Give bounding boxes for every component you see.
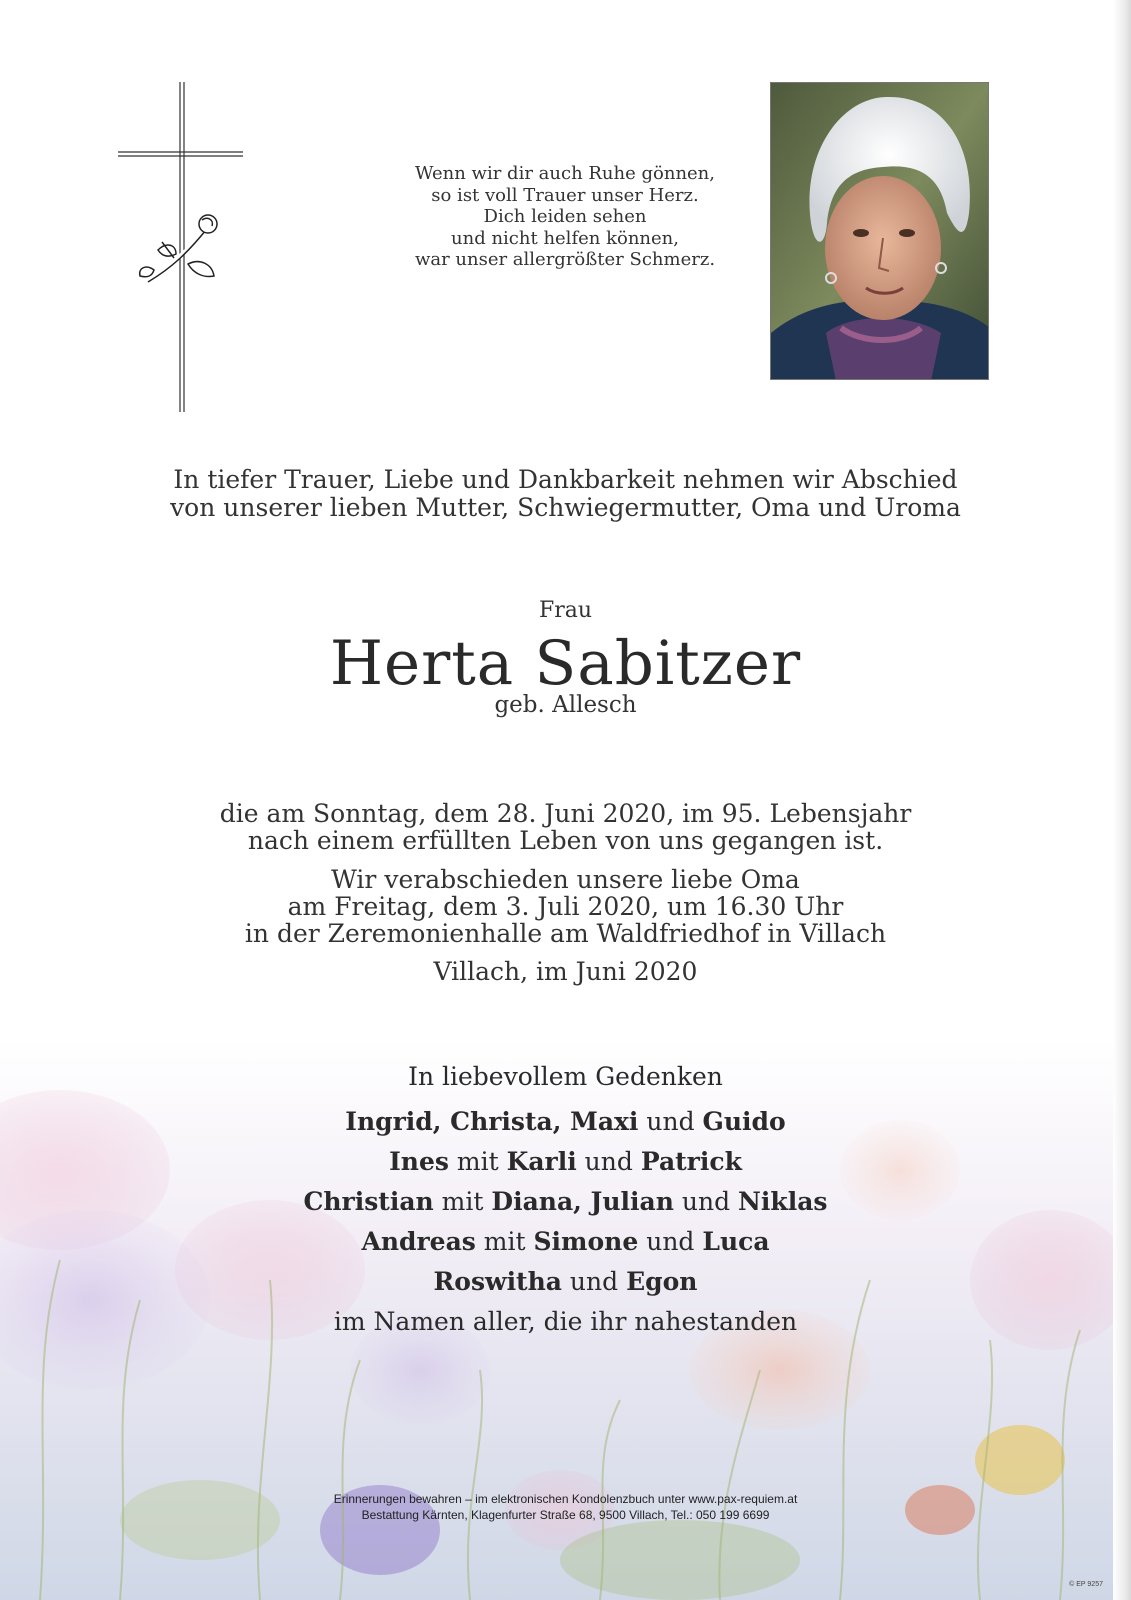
mourner-names: Egon: [626, 1267, 698, 1296]
funeral-details: [0, 866, 1131, 947]
mourner-row: [0, 1142, 1131, 1182]
intro-text: [0, 466, 1131, 522]
mourner-names: Patrick: [640, 1147, 742, 1176]
verse-line: Dich leiden sehen: [483, 206, 647, 227]
mourner-row: [0, 1102, 1131, 1142]
mourner-connector: und: [561, 1267, 627, 1296]
deceased-name: Herta Sabitzer: [329, 628, 802, 699]
mourners-opening: In liebevollem Gedenken: [408, 1062, 723, 1091]
footer-line: Erinnerungen bewahren – im elektronischen Kondolenzbuch unter www.pax-requiem.at: [333, 1492, 798, 1506]
mourner-names: Niklas: [738, 1187, 828, 1216]
funeral-line: Wir verabschieden unsere liebe Oma: [331, 865, 800, 894]
deceased-title: Frau: [538, 598, 593, 623]
verse-line: war unser allergrößter Schmerz.: [414, 249, 716, 270]
mourner-connector: mit: [448, 1147, 507, 1176]
death-notice: [0, 800, 1131, 854]
mourner-connector: und: [673, 1187, 739, 1216]
mourner-connector: und: [576, 1147, 641, 1176]
mourners-closing: im Namen aller, die ihr nahestanden: [333, 1307, 798, 1336]
mourner-names: Guido: [702, 1107, 786, 1136]
verse-line: und nicht helfen können,: [451, 227, 679, 249]
mourner-connector: und: [638, 1107, 703, 1136]
cross-with-rose-icon: [118, 82, 248, 412]
memorial-verse: [360, 163, 770, 271]
death-notice-line: die am Sonntag, dem 28. Juni 2020, im 95. Lebensjahr: [219, 799, 912, 828]
mourner-connector: mit: [475, 1227, 534, 1256]
deceased-birth-name: geb. Allesch: [494, 692, 637, 718]
mourner-row: [0, 1182, 1131, 1222]
mourner-names: Ingrid, Christa, Maxi: [345, 1107, 639, 1136]
place-date-text: Villach, im Juni 2020: [433, 957, 698, 986]
intro-line: von unserer lieben Mutter, Schwiegermutter, Oma und Uroma: [170, 493, 961, 522]
mourners-list: [0, 1062, 1131, 1342]
verse-line: so ist voll Trauer unser Herz.: [431, 184, 699, 206]
mourner-names: Christian: [303, 1187, 434, 1216]
mourner-row: [0, 1262, 1131, 1302]
mourner-names: Luca: [702, 1227, 770, 1256]
intro-line: In tiefer Trauer, Liebe und Dankbarkeit nehmen wir Abschied: [173, 465, 958, 494]
portrait-image: [771, 83, 989, 380]
mourner-connector: und: [638, 1227, 703, 1256]
mourner-connector: mit: [433, 1187, 492, 1216]
mourner-names: Ines: [389, 1147, 449, 1176]
mourner-names: Diana, Julian: [491, 1187, 674, 1216]
print-code: © EP 9257: [1069, 1581, 1103, 1588]
mourner-names: Simone: [533, 1227, 639, 1256]
mourner-names: Roswitha: [433, 1267, 562, 1296]
mourner-names: Andreas: [361, 1227, 476, 1256]
funeral-line: am Freitag, dem 3. Juli 2020, um 16.30 Uhr: [287, 892, 844, 921]
portrait-photo: [770, 82, 989, 380]
place-date: [0, 958, 1131, 985]
funeral-line: in der Zeremonienhalle am Waldfriedhof in Villach: [244, 919, 887, 948]
verse-line: Wenn wir dir auch Ruhe gönnen,: [414, 163, 716, 184]
mourner-names: Karli: [506, 1147, 577, 1176]
death-notice-line: nach einem erfüllten Leben von uns gegangen ist.: [247, 826, 884, 855]
mourner-row: [0, 1222, 1131, 1262]
footer-line: Bestattung Kärnten, Klagenfurter Straße 68, 9500 Villach, Tel.: 050 199 6699: [361, 1508, 770, 1522]
footer: [0, 1491, 1131, 1523]
